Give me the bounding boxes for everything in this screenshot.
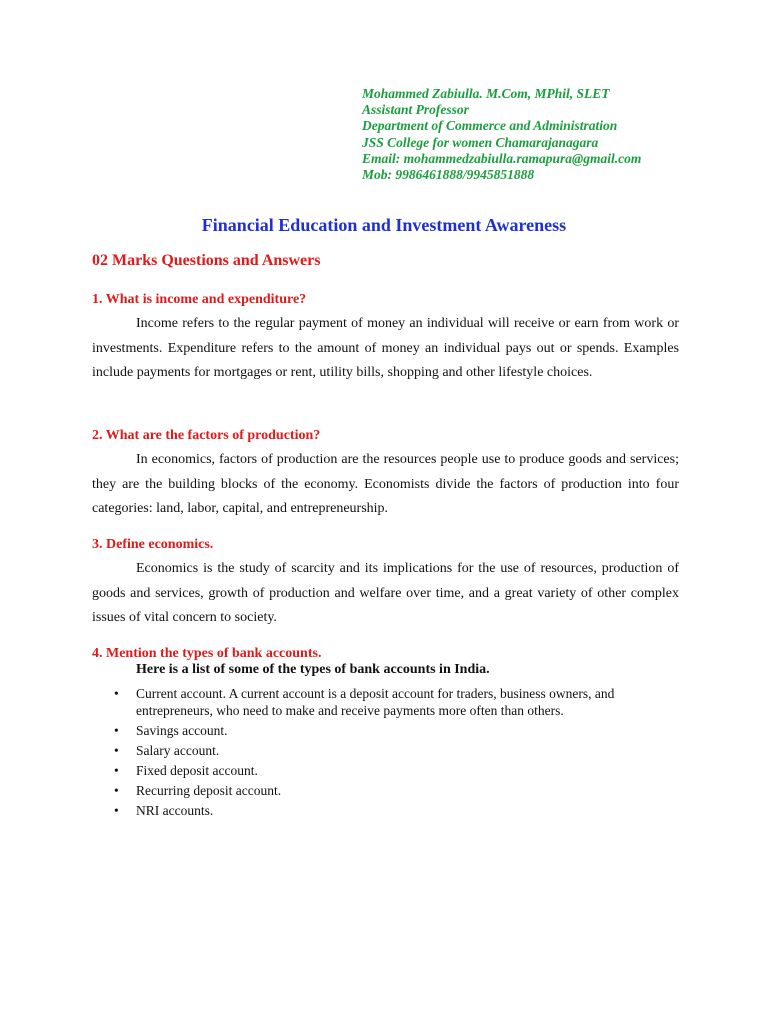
- list-item: [92, 686, 692, 719]
- section-heading: 02 Marks Questions and Answers: [92, 252, 321, 269]
- bank-accounts-subheading: Here is a list of some of the types of bank accounts in India.: [136, 662, 490, 677]
- bullet-icon: •: [114, 762, 119, 778]
- author-name: Mohammed Zabiulla. M.Com, MPhil, SLET: [362, 86, 610, 101]
- list-item-text: Fixed deposit account.: [136, 762, 258, 778]
- author-mobile: Mob: 9986461888/9945851888: [362, 167, 535, 183]
- bullet-icon: •: [114, 686, 119, 701]
- author-email: Email: mohammedzabiulla.ramapura@gmail.com: [362, 150, 642, 166]
- author-department: Department of Commerce and Administration: [362, 118, 618, 134]
- answer-3: Economics is the study of scarcity and its implications for the use of resources, production of goods and services, growth of production and welfare over time, and a great variety of other complex issues of vital concern to society.: [92, 561, 679, 625]
- bullet-icon: •: [114, 802, 119, 818]
- list-item: [92, 723, 692, 740]
- document-title: Financial Education and Investment Awareness: [201, 215, 567, 235]
- question-2: 2. What are the factors of production?: [92, 428, 321, 443]
- list-item: [92, 803, 692, 820]
- bullet-icon: •: [114, 722, 119, 738]
- list-item: [92, 763, 692, 780]
- bullet-icon: •: [114, 742, 119, 758]
- author-position: Assistant Professor: [362, 102, 469, 118]
- list-item-text: Savings account.: [136, 722, 228, 738]
- list-item: [92, 783, 692, 800]
- author-block: [362, 86, 641, 183]
- question-1: 1. What is income and expenditure?: [92, 292, 307, 307]
- list-item-text: Current account. A current account is a deposit account for traders, business owners, and entrepreneurs, who need to make and receive payments more often than others.: [136, 686, 615, 718]
- question-3: 3. Define economics.: [92, 537, 214, 552]
- bank-accounts-list: [92, 686, 692, 823]
- list-item: [92, 743, 692, 760]
- list-item-text: Salary account.: [136, 742, 220, 758]
- answer-1: Income refers to the regular payment of money an individual will receive or earn from work or investments. Expenditure refers to the amount of money an individual pays out or spends. Examples include payments for mortgages or rent, utility bills, shopping and other lifestyle choices.: [92, 316, 679, 380]
- answer-2: In economics, factors of production are the resources people use to produce goods and services; they are the building blocks of the economy. Economists divide the factors of production into four categories: land, labor, capital, and entrepreneurship.: [92, 452, 679, 516]
- list-item-text: NRI accounts.: [136, 802, 214, 818]
- author-college: JSS College for women Chamarajanagara: [362, 134, 599, 150]
- list-item-text: Recurring deposit account.: [136, 782, 282, 798]
- question-4: 4. Mention the types of bank accounts.: [92, 646, 322, 661]
- bullet-icon: •: [114, 782, 119, 798]
